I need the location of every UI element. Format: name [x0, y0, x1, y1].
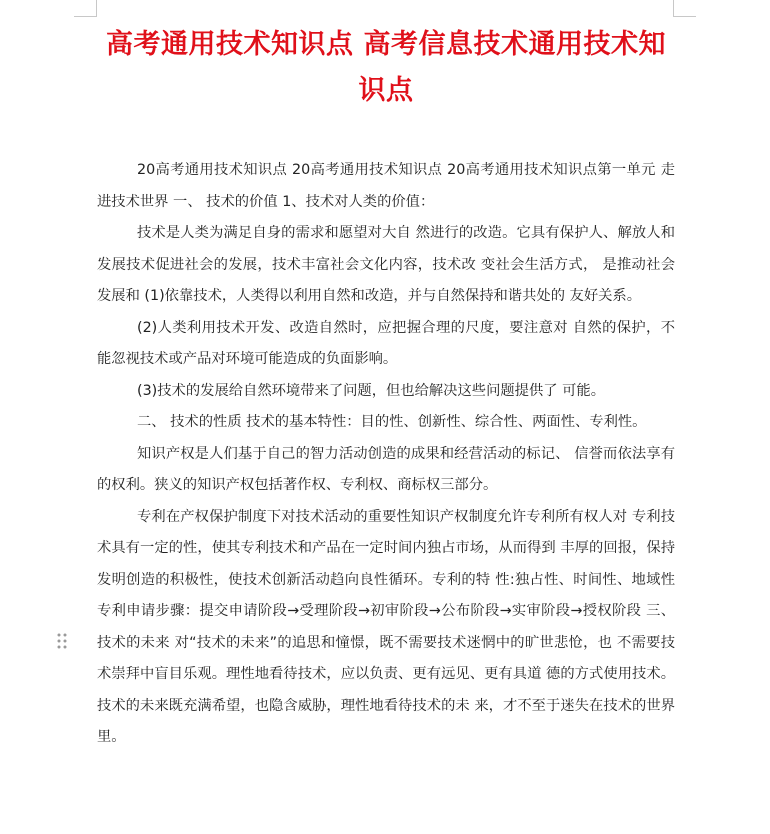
- document-body: [97, 155, 675, 754]
- paragraph-intellectual-property: 知识产权是人们基于自己的智力活动创造的成果和经营活动的标记、 信誉而依法享有的权利。狭义的知识产权包括著作权、专利权、商标权三部分。: [97, 445, 675, 493]
- paragraph-technology-definition: 技术是人类为满足自身的需求和愿望对大自 然进行的改造。它具有保护人、解放人和发展技术促进社会的发展，技术丰富社会文化内容，技术改 变社会生活方式， 是推动社会发展和 (1)依靠技术，人类得以利用自然和改造，并与自然保持和谐共处的 友好关系。: [97, 225, 675, 304]
- paragraph-patent: 专利在产权保护制度下对技术活动的重要性知识产权制度允许专利所有权人对 专利技术具有一定的性，使其专利技术和产品在一定时间内独占市场，从而得到 丰厚的回报，保持发明创造的积极性，使技术创新活动趋向良性循环。专利的特 性:独占性、时间性、地域性 专利申请步骤：提交申请阶段→受理阶段→初审阶段→公布阶段→实审阶段→授权阶段 三、 技术的未来 对“技术的未来”的追思和憧憬，既不需要技术迷惘中的旷世悲怆，也 不需要技术崇拜中盲目乐观。理性地看待技术，应以负责、更有远见、更有具道 德的方式使用技术。技术的未来既充满希望，也隐含威胁，理性地看待技术的未 来，才不至于迷失在技术的世界里。: [97, 508, 675, 745]
- document-title: 高考通用技术知识点 高考信息技术通用技术知识点: [106, 29, 666, 106]
- drag-handle-icon[interactable]: [56, 632, 68, 650]
- paragraph-technology-nature: 二、 技术的性质 技术的基本特性：目的性、创新性、综合性、两面性、专利性。: [137, 414, 647, 430]
- paragraph-intro: 20高考通用技术知识点 20高考通用技术知识点 20高考通用技术知识点第一单元 走进技术世界 一、 技术的价值 1、技术对人类的价值：: [97, 162, 675, 210]
- top-right-margin-mark: [673, 0, 696, 17]
- top-left-margin-mark: [74, 0, 97, 17]
- drag-handle-glyph: [56, 632, 68, 650]
- paragraph-point-3: (3)技术的发展给自然环境带来了问题，但也给解决这些问题提供了 可能。: [137, 382, 605, 399]
- paragraph-point-2: (2)人类利用技术开发、改造自然时，应把握合理的尺度，要注意对 自然的保护，不能忽视技术或产品对环境可能造成的负面影响。: [97, 319, 675, 367]
